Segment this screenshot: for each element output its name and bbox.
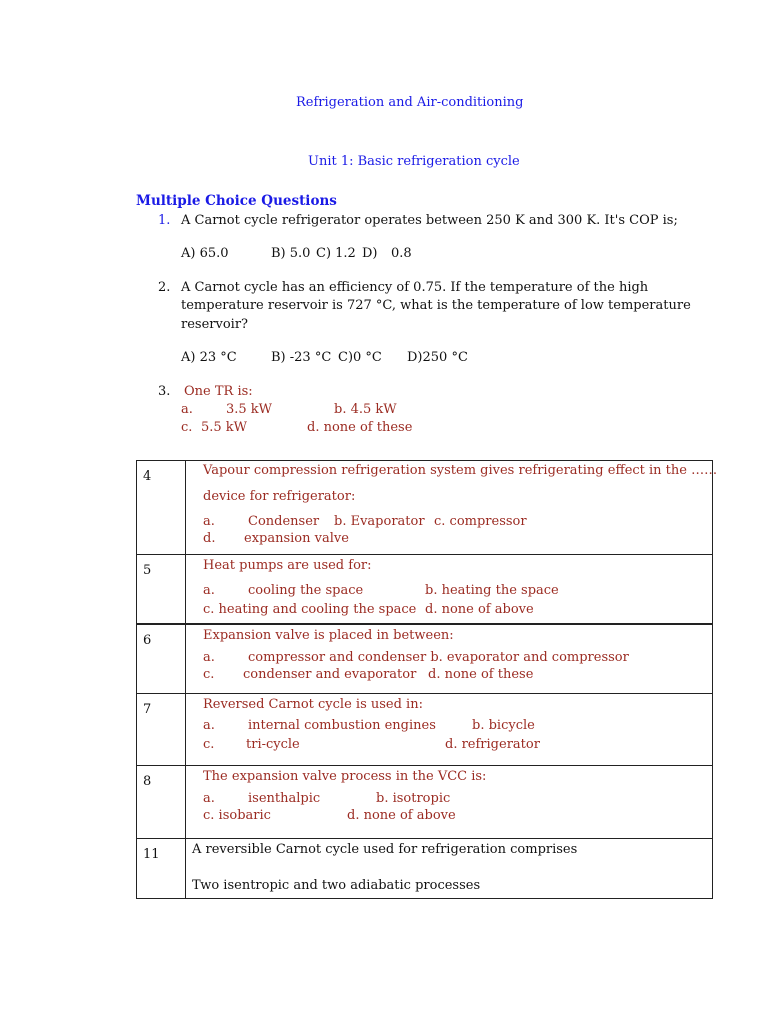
q7-option-c: tri-cycle <box>246 737 300 752</box>
q5-body <box>186 555 713 624</box>
q4-body <box>186 461 718 555</box>
q5-option-a-letter: a. <box>203 583 215 598</box>
table-row-q8 <box>137 766 713 839</box>
q4-number: 4 <box>137 461 186 555</box>
document-title: Refrigeration and Air-conditioning <box>296 95 524 110</box>
q4-option-c: c. compressor <box>434 514 527 529</box>
q6-option-a-letter: a. <box>203 649 215 665</box>
q1-option-d-value: 0.8 <box>391 246 412 261</box>
q6-body <box>186 624 713 694</box>
q11-body <box>186 839 713 899</box>
q5-option-c: c. heating and cooling the space <box>203 602 417 617</box>
q1-option-d: D) <box>362 246 378 261</box>
q2-option-b: B) -23 °C <box>271 350 332 365</box>
table-row-q4 <box>137 461 713 555</box>
q2-option-a: A) 23 °C <box>181 350 237 365</box>
q7-option-b: b. bicycle <box>472 718 535 733</box>
q1-option-a: A) 65.0 <box>181 246 229 261</box>
q11-answer: Two isentropic and two adiabatic processes <box>192 878 481 893</box>
questions-table <box>136 460 718 899</box>
q5-option-d: d. none of above <box>425 602 534 617</box>
q7-text: Reversed Carnot cycle is used in: <box>203 697 423 712</box>
q7-option-a: internal combustion engines <box>248 718 436 733</box>
q8-number: 8 <box>137 766 186 839</box>
q4-option-b: b. Evaporator <box>334 514 425 529</box>
q2-line-3: reservoir? <box>181 317 248 332</box>
q4-option-d-letter: d. <box>203 531 216 546</box>
q4-line-1: Vapour compression refrigeration system gives refrigerating effect in the …… <box>203 463 718 478</box>
q7-number: 7 <box>137 694 186 766</box>
q3-text: One TR is: <box>184 384 253 399</box>
q8-text: The expansion valve process in the VCC is: <box>203 769 487 784</box>
q7-body <box>186 694 713 766</box>
q5-option-b: b. heating the space <box>425 583 559 598</box>
q5-option-a: cooling the space <box>248 583 364 598</box>
q6-number: 6 <box>137 624 186 694</box>
q8-body <box>186 766 713 839</box>
q2-number: 2. <box>158 280 171 295</box>
q8-option-d: d. none of above <box>347 808 456 823</box>
q11-number: 11 <box>137 839 186 899</box>
table-row-q6 <box>137 624 713 694</box>
q3-option-c: 5.5 kW <box>201 420 248 435</box>
q4-option-a: Condenser <box>248 514 320 529</box>
q6-option-d: d. none of these <box>428 666 534 682</box>
q8-option-a-letter: a. <box>203 791 215 806</box>
q4-option-d: expansion valve <box>244 531 349 546</box>
q3-option-c-letter: c. <box>181 420 193 435</box>
q8-option-c: c. isobaric <box>203 808 271 823</box>
table-row-q7 <box>137 694 713 766</box>
q8-option-a: isenthalpic <box>248 791 321 806</box>
q1-text: A Carnot cycle refrigerator operates between 250 K and 300 K. It's COP is; <box>181 213 678 228</box>
table-row-q11 <box>137 839 713 899</box>
q2-line-1: A Carnot cycle has an efficiency of 0.75. If the temperature of the high <box>181 280 649 295</box>
q4-option-a-letter: a. <box>203 514 215 529</box>
q1-option-b: B) 5.0 <box>271 246 311 261</box>
q6-option-c: condenser and evaporator <box>243 666 417 682</box>
q3-option-b: b. 4.5 kW <box>334 402 397 417</box>
q6-text: Expansion valve is placed in between: <box>203 627 454 643</box>
q1-number: 1. <box>158 213 171 228</box>
q8-option-b: b. isotropic <box>376 791 451 806</box>
q5-text: Heat pumps are used for: <box>203 558 372 573</box>
q11-text: A reversible Carnot cycle used for refrigeration comprises <box>192 842 578 857</box>
q2-line-2: temperature reservoir is 727 °C, what is the temperature of low temperature <box>181 298 691 313</box>
q2-option-c: C)0 °C <box>338 350 382 365</box>
q3-option-d: d. none of these <box>307 420 413 435</box>
q6-option-a: compressor and condenser b. evaporator and compressor <box>248 649 629 665</box>
q4-line-2: device for refrigerator: <box>203 489 356 504</box>
q3-number: 3. <box>158 384 171 399</box>
q3-option-a-letter: a. <box>181 402 193 417</box>
q6-option-c-letter: c. <box>203 666 215 682</box>
q1-option-c: C) 1.2 <box>316 246 356 261</box>
q7-option-d: d. refrigerator <box>445 737 540 752</box>
section-heading: Multiple Choice Questions <box>136 193 337 209</box>
unit-title: Unit 1: Basic refrigeration cycle <box>308 154 520 169</box>
q3-option-a: 3.5 kW <box>226 402 273 417</box>
q5-number: 5 <box>137 555 186 624</box>
q7-option-a-letter: a. <box>203 718 215 733</box>
table-row-q5 <box>137 555 713 624</box>
q2-option-d: D)250 °C <box>407 350 468 365</box>
q7-option-c-letter: c. <box>203 737 215 752</box>
